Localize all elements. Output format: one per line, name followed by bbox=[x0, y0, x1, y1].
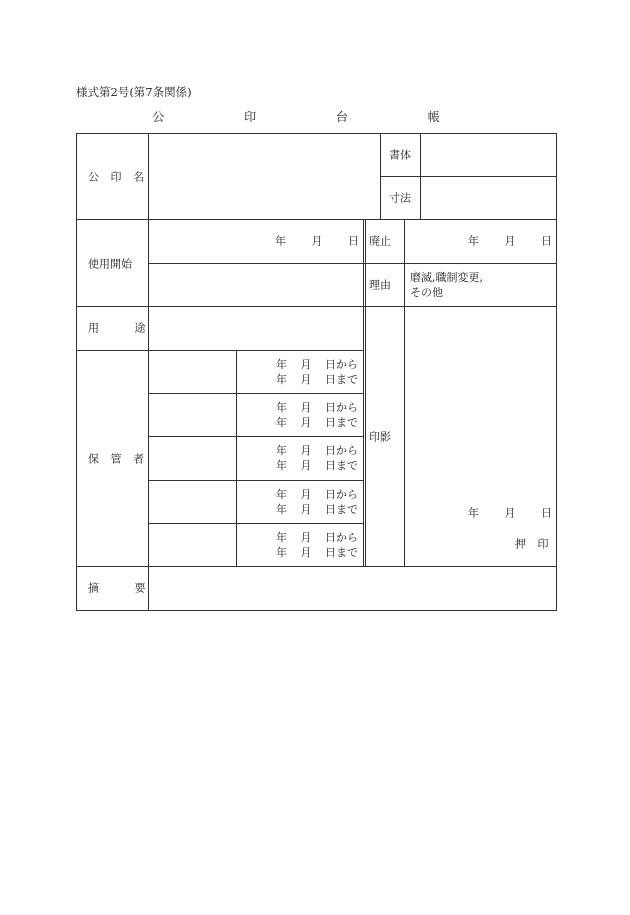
custodian-period-4 bbox=[276, 487, 358, 517]
divider-abolition-value bbox=[404, 219, 405, 567]
divider-seal-name-typeface bbox=[380, 133, 381, 220]
abolition-month: 月 bbox=[504, 234, 516, 248]
custodian-period-1-until: 年 月 日まで bbox=[276, 373, 358, 386]
use-start-year: 年 bbox=[275, 234, 286, 248]
custodian-period-4-from: 年 月 日から bbox=[276, 488, 358, 501]
custodian-period-5-until: 年 月 日まで bbox=[276, 546, 358, 559]
form-number: 様式第2号(第7条関係) bbox=[76, 85, 192, 99]
table-border-right bbox=[556, 133, 557, 611]
custodian-period-3-from: 年 月 日から bbox=[276, 444, 358, 457]
divider-custodian-1 bbox=[148, 393, 364, 394]
reason-options bbox=[410, 270, 483, 300]
impression-date bbox=[468, 506, 552, 521]
remarks-label bbox=[88, 581, 162, 596]
label-column-divider bbox=[148, 133, 149, 611]
divider-typeface-value bbox=[420, 133, 421, 220]
custodian-text: 保 管 者 bbox=[88, 452, 148, 466]
divider-before-remarks bbox=[76, 566, 557, 567]
divider-after-seal-name bbox=[76, 219, 557, 220]
seal-impression-label: 印影 bbox=[369, 430, 391, 444]
dimensions-label: 寸法 bbox=[389, 191, 411, 205]
divider-custodian-4 bbox=[148, 523, 364, 524]
official-seal-name-label bbox=[88, 170, 148, 185]
impression-year: 年 bbox=[468, 506, 479, 520]
use-start-date bbox=[275, 234, 359, 249]
custodian-period-2 bbox=[276, 400, 358, 430]
custodian-label bbox=[88, 452, 148, 467]
divider-abolition-column bbox=[363, 219, 364, 567]
custodian-period-2-from: 年 月 日から bbox=[276, 401, 358, 414]
table-border-left bbox=[76, 133, 77, 611]
divider-custodian-2 bbox=[148, 436, 364, 437]
use-start-day: 日 bbox=[348, 234, 359, 248]
divider-after-use-start bbox=[76, 306, 557, 307]
impression-day: 日 bbox=[541, 506, 552, 520]
divider-after-purpose bbox=[76, 350, 364, 351]
form-title bbox=[0, 108, 630, 125]
purpose-label bbox=[88, 321, 162, 336]
reason-options-line2: その他 bbox=[410, 286, 443, 299]
custodian-period-3 bbox=[276, 443, 358, 473]
divider-typeface-dimensions bbox=[380, 176, 557, 177]
use-start-month: 月 bbox=[311, 234, 323, 248]
custodian-period-2-until: 年 月 日まで bbox=[276, 416, 358, 429]
abolition-day: 日 bbox=[541, 234, 552, 248]
impression-month: 月 bbox=[504, 506, 516, 520]
reason-options-line1: 磨滅,職制変更, bbox=[410, 271, 483, 284]
divider-custodian-dates bbox=[236, 350, 237, 567]
typeface-label: 書体 bbox=[389, 148, 411, 162]
custodian-period-3-until: 年 月 日まで bbox=[276, 459, 358, 472]
custodian-period-5 bbox=[276, 530, 358, 560]
abolition-date bbox=[468, 234, 552, 249]
stamp-text: 押 印 bbox=[515, 537, 553, 551]
form-title-text: 公 印 台 帳 bbox=[152, 110, 478, 124]
official-seal-name-text: 公 印 名 bbox=[88, 170, 148, 184]
divider-use-start-rows bbox=[148, 263, 557, 264]
divider-abolition-column-double bbox=[365, 219, 366, 567]
remarks-text: 摘 要 bbox=[88, 581, 162, 595]
custodian-period-1-from: 年 月 日から bbox=[276, 358, 358, 371]
purpose-text: 用 途 bbox=[88, 321, 162, 335]
reason-label: 理由 bbox=[369, 278, 391, 292]
abolition-year: 年 bbox=[468, 234, 479, 248]
stamp-label bbox=[515, 537, 553, 552]
use-start-label: 使用開始 bbox=[88, 257, 132, 271]
custodian-period-5-from: 年 月 日から bbox=[276, 531, 358, 544]
custodian-period-4-until: 年 月 日まで bbox=[276, 503, 358, 516]
custodian-period-1 bbox=[276, 357, 358, 387]
divider-custodian-3 bbox=[148, 480, 364, 481]
abolition-label: 廃止 bbox=[369, 234, 391, 248]
